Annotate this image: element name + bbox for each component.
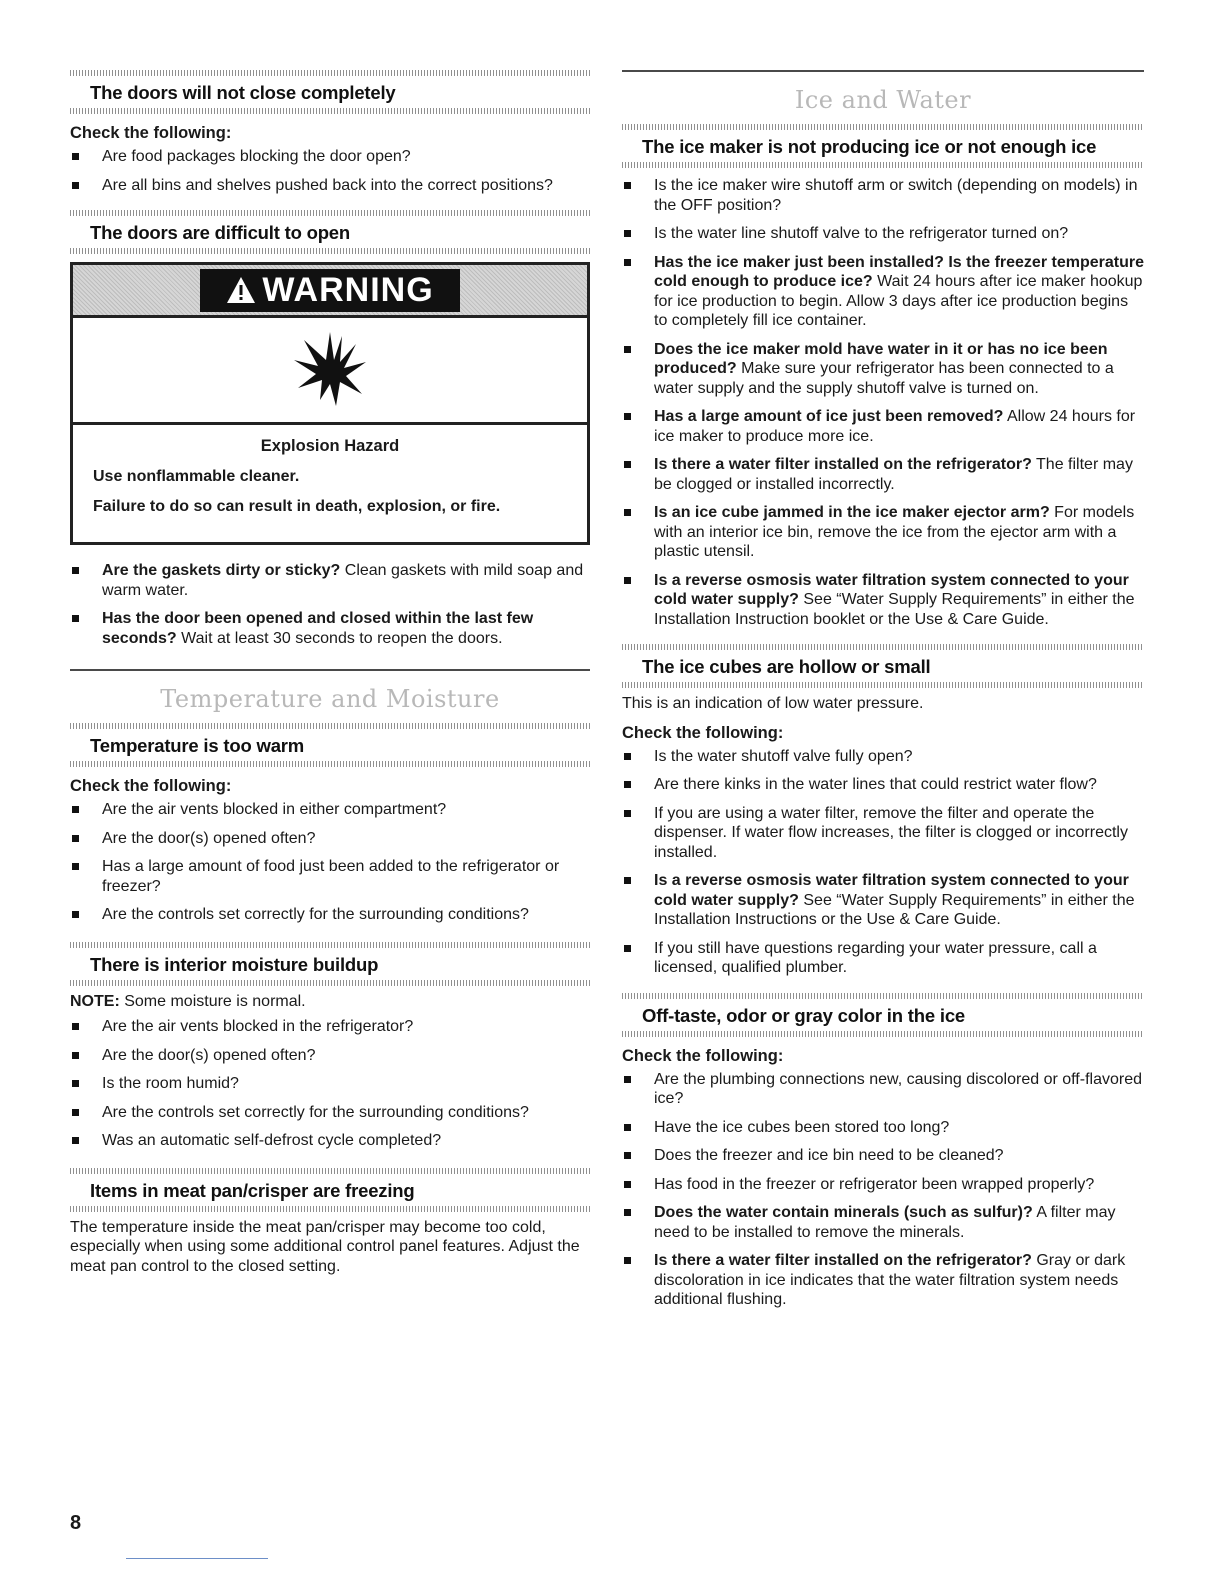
list-item: Is an ice cube jammed in the ice maker ejector arm? For models with an interior ice bin, remove the ice from the ejector arm with a plastic utensil. (622, 503, 1144, 562)
section-heading: Items in meat pan/crisper are freezing (90, 1179, 415, 1201)
list-item: Is a reverse osmosis water filtration system connected to your cold water supply? See “Water Supply Requirements” in either the Installation Instruction booklet or the Use & Care Guide. (622, 571, 1144, 630)
note: NOTE: Some moisture is normal. (70, 992, 306, 1010)
section-heading: The doors are difficult to open (90, 222, 350, 243)
section-heading: The ice cubes are hollow or small (642, 656, 931, 677)
list-item: Has food in the freezer or refrigerator been wrapped properly? (622, 1175, 1144, 1195)
list-item: Are the door(s) opened often? (70, 829, 590, 849)
warning-title: Explosion Hazard (260, 437, 400, 455)
list-item: Are food packages blocking the door open? (70, 147, 590, 167)
section-moisture (70, 942, 590, 986)
list-item: Does the freezer and ice bin need to be cleaned? (622, 1146, 1144, 1166)
list-item: If you still have questions regarding your water pressure, call a licensed, qualified plumber. (622, 939, 1144, 978)
section-freezing (70, 1168, 590, 1212)
doors-close-list (70, 147, 590, 195)
list-item: Have the ice cubes been stored too long? (622, 1118, 1144, 1138)
list-item: Is a reverse osmosis water filtration system connected to your cold water supply? See “Water Supply Requirements” in either the Installation Instructions or the Use & Care Guide. (622, 871, 1144, 930)
check-label: Check the following: (70, 124, 232, 142)
list-item: Does the water contain minerals (such as sulfur)? A filter may need to be installed to remove the minerals. (622, 1203, 1144, 1242)
section-heading: The doors will not close completely (90, 82, 396, 103)
list-item: Has a large amount of food just been added to the refrigerator or freezer? (70, 857, 590, 896)
list-item: Are there kinks in the water lines that could restrict water flow? (622, 775, 1144, 795)
list-item: Are the gaskets dirty or sticky? Clean gaskets with mild soap and warm water. (70, 561, 590, 600)
list-item: Has a large amount of ice just been removed? Allow 24 hours for ice maker to produce more ice. (622, 407, 1144, 446)
no-ice-list (622, 176, 1144, 629)
too-warm-list (70, 800, 590, 925)
list-item: Has the ice maker just been installed? Is the freezer temperature cold enough to produce ice? Wait 24 hours after ice maker hookup for ice production to begin. Allow 3 days after ice production begins to completely fill ice container. (622, 253, 1144, 331)
list-item: Does the ice maker mold have water in it or has no ice been produced? Make sure your refrigerator has been connected to a water supply and the supply shutoff valve is turned on. (622, 340, 1144, 399)
list-item: Are the air vents blocked in the refrigerator? (70, 1017, 590, 1037)
moisture-list (70, 1017, 590, 1151)
section-hollow (622, 644, 1144, 688)
list-item: Is the water shutoff valve fully open? (622, 747, 1144, 767)
list-item: Are the controls set correctly for the surrounding conditions? (70, 1103, 590, 1123)
list-item: Is there a water filter installed on the refrigerator? Gray or dark discoloration in ice indicates that the water filtration system needs additional flushing. (622, 1251, 1144, 1310)
list-item: Are the door(s) opened often? (70, 1046, 590, 1066)
warning-triangle-icon (226, 276, 256, 304)
section-heading: The ice maker is not producing ice or not enough ice (642, 136, 1097, 157)
section-too-warm (70, 723, 590, 767)
list-item: Is the water line shutoff valve to the refrigerator turned on? (622, 224, 1144, 244)
list-item: If you are using a water filter, remove the filter and operate the dispenser. If water flow increases, the filter is clogged or incorrectly installed. (622, 804, 1144, 863)
footer-rule (126, 1558, 268, 1559)
list-item: Is the ice maker wire shutoff arm or switch (depending on models) in the OFF position? (622, 176, 1144, 215)
check-label: Check the following: (622, 723, 784, 742)
divider (622, 70, 1144, 72)
section-heading: Temperature is too warm (90, 735, 305, 756)
warning-banner (73, 265, 587, 318)
offtaste-list (622, 1070, 1144, 1310)
section-doors-open (70, 210, 590, 254)
list-item: Is there a water filter installed on the refrigerator? The filter may be clogged or installed incorrectly. (622, 455, 1144, 494)
section-doors-close (70, 70, 590, 114)
doors-open-list (70, 561, 590, 648)
warning-line: Use nonflammable cleaner. (93, 468, 300, 485)
paragraph: This is an indication of low water pressure. (622, 695, 924, 712)
warning-box (70, 262, 590, 545)
list-item: Has the door been opened and closed within the last few seconds? Wait at least 30 seconds to reopen the doors. (70, 609, 590, 648)
paragraph: The temperature inside the meat pan/crisper may become too cold, especially when using some additional control panel features. Adjust the meat pan control to the closed setting. (70, 1218, 580, 1275)
check-label: Check the following: (70, 777, 232, 795)
right-column (622, 0, 1144, 1319)
check-label: Check the following: (622, 1046, 784, 1065)
list-item: Are the plumbing connections new, causing discolored or off-flavored ice? (622, 1070, 1144, 1109)
divider (70, 669, 590, 671)
hollow-list (622, 747, 1144, 978)
list-item: Is the room humid? (70, 1074, 590, 1094)
category-title: Temperature and Moisture (160, 685, 500, 713)
list-item: Was an automatic self-defrost cycle completed? (70, 1131, 590, 1151)
category-title: Ice and Water (794, 86, 972, 114)
warning-label: WARNING (262, 270, 434, 309)
list-item: Are all bins and shelves pushed back into the correct positions? (70, 176, 590, 196)
left-column (70, 0, 590, 1282)
section-heading: There is interior moisture buildup (90, 953, 379, 975)
list-item: Are the air vents blocked in either compartment? (70, 800, 590, 820)
section-no-ice (622, 124, 1144, 168)
page-number: 8 (70, 1512, 82, 1534)
warning-line: Failure to do so can result in death, explosion, or fire. (93, 498, 501, 515)
explosion-icon (290, 330, 370, 410)
list-item: Are the controls set correctly for the surrounding conditions? (70, 905, 590, 925)
section-offtaste (622, 993, 1144, 1037)
section-heading: Off-taste, odor or gray color in the ice (642, 1004, 965, 1026)
